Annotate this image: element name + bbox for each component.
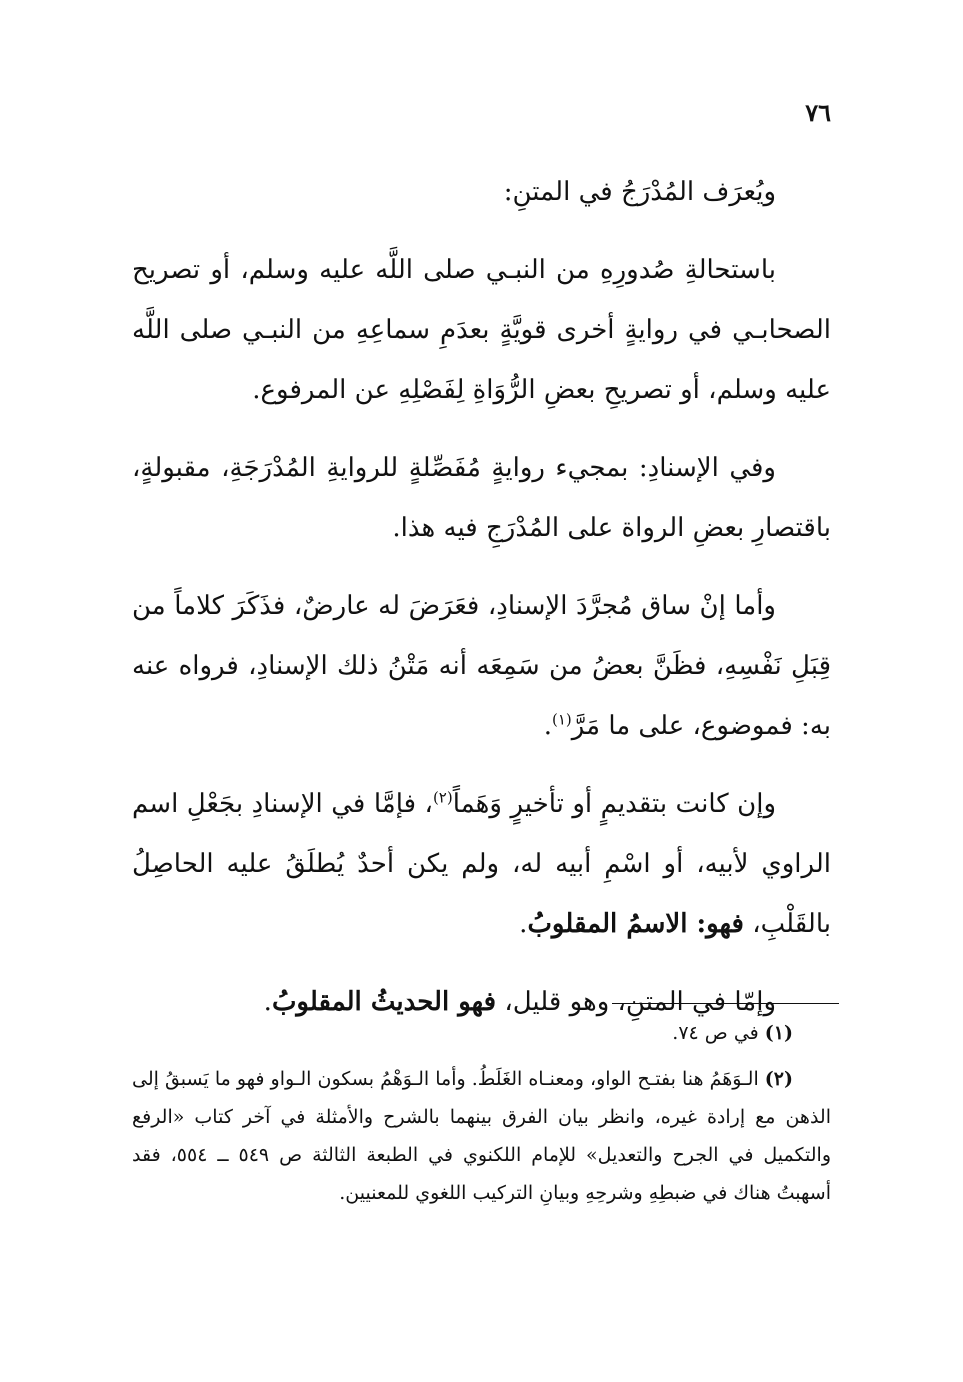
footnote-2-text: الـوَهَمُ هنا بفتـح الواو، ومعنـاه الغَلَطُ. وأما الـوَهْمُ بسكون الـواو فهو ما يَسبقُ إلى الذهن مع إرادة غيره، وانظر بيان الفرق بينهما بالشرح والأمثلة في آخر كتاب «الرفع والتكميل في الجرح والتعديل» للإمام اللكنوي في الطبعة الثالثة ص ٥٤٩ ــ ٥٥٤، فقد أسهبتُ هناك في ضبطِهِ وشرحِهِ وبيانِ التركيب اللغوي للمعنيين. [132,1068,831,1204]
main-text [132,162,831,1050]
paragraph-5-end: . [263,987,272,1017]
footnote-2 [132,1060,831,1212]
heading-line: ويُعرَف المُدْرَجُ في المتنِ: [503,177,776,207]
footnote-1-number: (١) [764,1022,793,1044]
term-maqloub-name: فهو: الاسمُ المقلوبُ [527,909,744,939]
footnote-1-text: في ص ٧٤. [672,1022,759,1044]
footnote-ref-1[interactable]: (١) [552,710,572,729]
footnote-1 [132,1014,831,1052]
paragraph-3-text: وأما إنْ ساق مُجرَّدَ الإسنادِ، فعَرَضَ له عارضٌ، فذَكَرَ كلاماً من قِبَلِ نَفْسِهِ، فظَنَّ بعضُ من سَمِعَه أنه مَتْنُ ذلك الإسنادِ، فرواه عنه به: فموضوع، على ما مَرَّ [132,591,831,741]
footnote-divider [612,1003,839,1004]
paragraph-4 [132,774,831,954]
page-number: ٧٦ [805,98,831,127]
footnote-ref-2[interactable]: (٢) [432,788,453,807]
footnote-2-number: (٢) [764,1068,794,1090]
paragraph-4-text-a: وإن كانت بتقديمٍ أو تأخيرٍ وَهَماً [452,789,776,819]
footnotes [132,1014,831,1220]
term-maqloub-hadith: فهو الحديثُ المقلوبُ [271,987,497,1017]
paragraph-4-text-b: ، فإمَّا في الإسنادِ بجَعْلِ اسم الراوي لأبيه، أو اسْمِ أبيه له، ولم يكن أحدٌ يُطلَقُ عليه الحاصِلُ بالقَلْبِ، [132,789,831,939]
paragraph-2: وفي الإسنادِ: بمجيء روايةٍ مُفَصِّلةٍ للروايةِ المُدْرَجَةِ، مقبولةٍ، باقتصارِ بعضِ الرواة على المُدْرَجِ فيه هذا. [132,453,831,543]
paragraph-5-text: وإمّا في المتنِ، وهو قليل، [504,987,776,1017]
paragraph-4-end: . [519,909,528,939]
paragraph-3-end: . [543,711,552,741]
paragraph-1: باستحالةِ صُدورِهِ من النبـي صلى اللَّه عليه وسلم، أو تصريح الصحابـي في روايةٍ أخرى قويَّةٍ بعدَمِ سماعِهِ من النبـي صلى اللَّه عليه وسلم، أو تصريحِ بعضِ الرُّوَاةِ لِفَصْلِهِ عن المرفوع. [132,255,831,405]
paragraph-3 [132,576,831,756]
